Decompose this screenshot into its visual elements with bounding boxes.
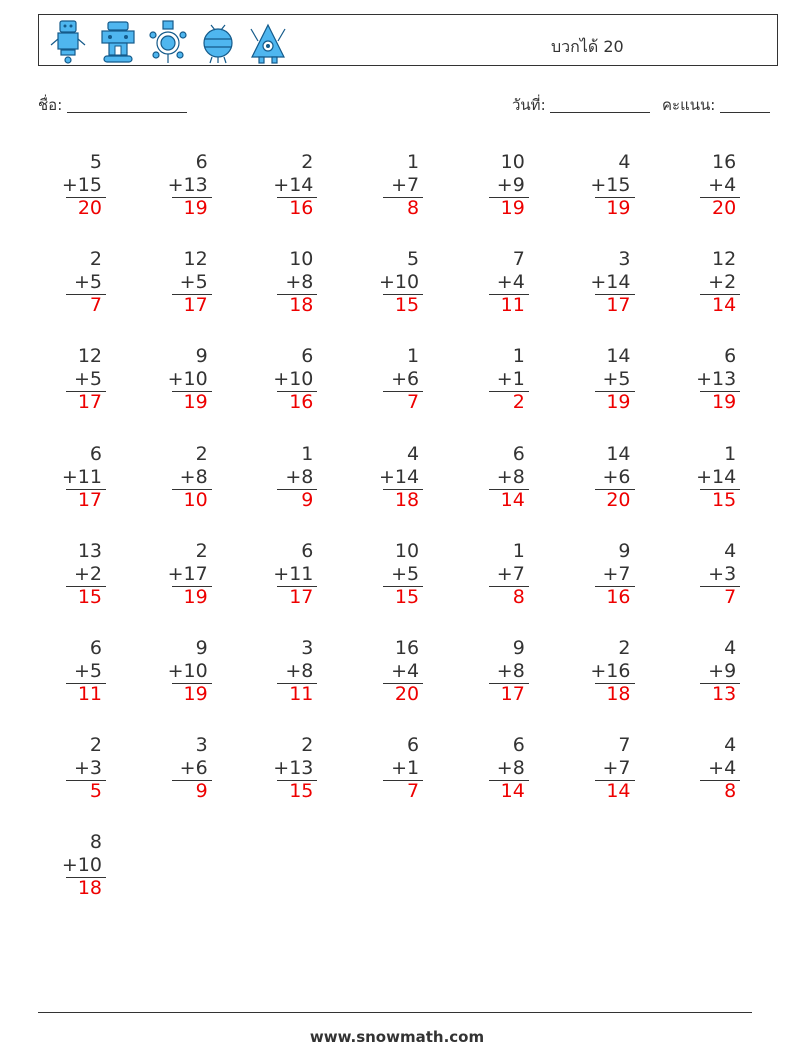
sum-line: [489, 683, 529, 684]
addition-problem: [156, 637, 228, 715]
sum-line: [277, 391, 317, 392]
addend-bottom: +14: [378, 465, 420, 488]
addend-bottom: +5: [73, 660, 102, 682]
addition-problem: [684, 248, 756, 326]
answer: 7: [407, 780, 420, 803]
answer: 15: [712, 488, 737, 511]
addition-problem: [261, 248, 333, 326]
addition-problem: [367, 734, 439, 812]
addition-problem: [156, 540, 228, 618]
addend-top: 3: [301, 637, 314, 659]
addition-problem: [579, 443, 651, 521]
addend-top: 6: [512, 734, 525, 757]
addend-bottom: +11: [273, 562, 314, 585]
answer: 7: [89, 294, 102, 317]
addend-bottom: +6: [391, 368, 420, 391]
sum-line: [172, 780, 212, 781]
addend-top: 1: [512, 539, 525, 562]
addend-top: 5: [89, 151, 102, 173]
answer: 8: [512, 585, 525, 608]
answer: 16: [289, 391, 314, 414]
addend-top: 9: [195, 345, 208, 368]
answer: 18: [289, 294, 314, 317]
sum-line: [172, 294, 212, 295]
addend-top: 14: [606, 345, 631, 368]
addend-bottom: +14: [590, 271, 631, 294]
addend-top: 6: [301, 345, 314, 368]
addition-problem: [367, 540, 439, 618]
answer: 17: [289, 585, 314, 608]
addend-bottom: +2: [73, 562, 102, 585]
addition-problem: [156, 151, 228, 229]
sum-line: [277, 489, 317, 490]
addition-problem: [50, 443, 122, 521]
sum-line: [277, 780, 317, 781]
addition-problem: [684, 151, 756, 229]
addend-top: 7: [512, 248, 525, 271]
addend-top: 4: [724, 539, 737, 562]
footer-divider: [38, 1012, 752, 1013]
addend-top: 10: [500, 151, 525, 173]
addend-top: 7: [618, 734, 631, 757]
addition-problem: [367, 151, 439, 229]
addend-top: 2: [89, 248, 102, 271]
addend-top: 4: [407, 442, 420, 465]
sum-line: [66, 294, 106, 295]
sum-line: [383, 586, 423, 587]
addition-problem: [579, 637, 651, 715]
addend-top: 3: [618, 248, 631, 271]
answer: 17: [77, 391, 102, 414]
sum-line: [489, 391, 529, 392]
addend-top: 1: [301, 442, 314, 465]
sum-line: [66, 877, 106, 878]
addition-problem: [261, 151, 333, 229]
addition-problem: [50, 151, 122, 229]
addend-top: 2: [195, 442, 208, 465]
addend-bottom: +17: [167, 562, 208, 585]
addition-problem: [579, 540, 651, 618]
addend-bottom: +8: [179, 465, 208, 488]
answer: 18: [394, 488, 420, 511]
sum-line: [700, 683, 740, 684]
addition-problem: [261, 540, 333, 618]
addend-top: 1: [512, 345, 525, 368]
addition-problem: [473, 151, 545, 229]
addend-bottom: +3: [73, 757, 102, 780]
addend-top: 13: [77, 539, 102, 562]
answer: 2: [512, 391, 525, 414]
sum-line: [700, 780, 740, 781]
addend-top: 12: [712, 248, 737, 271]
answer: 14: [500, 488, 525, 511]
sum-line: [700, 489, 740, 490]
addend-bottom: +4: [708, 174, 737, 196]
answer: 8: [724, 780, 737, 803]
addend-top: 6: [512, 442, 525, 465]
sum-line: [595, 391, 635, 392]
addend-top: 1: [407, 345, 420, 368]
addend-top: 1: [724, 442, 737, 465]
sum-line: [172, 391, 212, 392]
sum-line: [383, 683, 423, 684]
addend-bottom: +4: [708, 757, 737, 780]
date-label: วันที่:: [512, 96, 546, 114]
addend-bottom: +13: [696, 368, 737, 391]
addend-bottom: +4: [496, 271, 525, 294]
date-blank[interactable]: [550, 112, 650, 113]
addend-bottom: +5: [73, 271, 102, 294]
answer: 17: [77, 488, 102, 511]
answer: 20: [712, 197, 737, 219]
addend-top: 4: [724, 637, 737, 659]
worksheet-header: [38, 14, 778, 66]
answer: 7: [407, 391, 420, 414]
answer: 19: [606, 197, 631, 219]
sum-line: [489, 197, 529, 198]
addend-top: 4: [724, 734, 737, 757]
answer: 15: [394, 294, 420, 317]
sum-line: [489, 780, 529, 781]
addend-bottom: +10: [167, 368, 208, 391]
addend-bottom: +5: [179, 271, 208, 294]
robot-2-icon: [97, 19, 139, 65]
addition-problem: [367, 443, 439, 521]
answer: 16: [289, 197, 314, 219]
worksheet-title: บวกได้ 20: [551, 37, 624, 56]
addend-top: 8: [89, 831, 102, 854]
sum-line: [172, 586, 212, 587]
sum-line: [489, 294, 529, 295]
addend-top: 9: [618, 539, 631, 562]
addend-top: 4: [618, 151, 631, 173]
sum-line: [66, 197, 106, 198]
sum-line: [172, 489, 212, 490]
addition-problem: [579, 248, 651, 326]
addend-top: 10: [394, 539, 420, 562]
sum-line: [66, 780, 106, 781]
answer: 17: [606, 294, 631, 317]
answer: 11: [500, 294, 525, 317]
answer: 20: [606, 488, 631, 511]
answer: 11: [77, 683, 102, 705]
addition-problem: [50, 734, 122, 812]
addend-bottom: +9: [496, 174, 525, 196]
answer: 16: [606, 585, 631, 608]
addition-problem: [50, 637, 122, 715]
addend-bottom: +8: [496, 465, 525, 488]
answer: 8: [407, 197, 420, 219]
addend-bottom: +10: [167, 660, 208, 682]
sum-line: [383, 780, 423, 781]
addition-problem: [473, 345, 545, 423]
addend-top: 3: [195, 734, 208, 757]
answer: 19: [606, 391, 631, 414]
sum-line: [66, 683, 106, 684]
score-field: [662, 93, 770, 117]
sum-line: [383, 489, 423, 490]
sum-line: [489, 489, 529, 490]
answer: 14: [500, 780, 525, 803]
sum-line: [66, 391, 106, 392]
addend-bottom: +9: [708, 660, 737, 682]
addition-problem: [473, 637, 545, 715]
answer: 11: [289, 683, 314, 705]
answer: 13: [712, 683, 737, 705]
sum-line: [595, 197, 635, 198]
date-field: [512, 93, 650, 117]
addend-top: 6: [724, 345, 737, 368]
sum-line: [66, 586, 106, 587]
addend-top: 6: [89, 442, 102, 465]
addition-problem: [156, 248, 228, 326]
addition-problem: [156, 443, 228, 521]
addend-bottom: +7: [391, 174, 420, 196]
sum-line: [700, 391, 740, 392]
addend-bottom: +6: [602, 465, 631, 488]
addend-bottom: +1: [391, 757, 420, 780]
robot-4-icon: [197, 19, 239, 65]
name-blank[interactable]: [67, 112, 187, 113]
answer: 17: [500, 683, 525, 705]
addend-bottom: +5: [391, 562, 420, 585]
addend-bottom: +5: [602, 368, 631, 391]
addend-bottom: +15: [590, 174, 631, 196]
addition-problem: [50, 248, 122, 326]
footer-site: www.snowmath.com: [309, 1028, 485, 1046]
addition-problem: [261, 734, 333, 812]
addend-bottom: +10: [273, 368, 314, 391]
addend-top: 6: [301, 539, 314, 562]
answer: 19: [183, 391, 208, 414]
name-label: ชื่อ:: [38, 96, 63, 114]
sum-line: [277, 683, 317, 684]
addition-problem: [367, 345, 439, 423]
addend-bottom: +16: [590, 660, 631, 682]
addition-problem: [684, 637, 756, 715]
addend-bottom: +10: [61, 854, 102, 877]
addend-bottom: +2: [708, 271, 737, 294]
answer: 19: [183, 197, 208, 219]
answer: 17: [183, 294, 208, 317]
sum-line: [277, 197, 317, 198]
addend-bottom: +8: [285, 271, 314, 294]
answer: 14: [606, 780, 631, 803]
answer: 19: [183, 683, 208, 705]
score-label: คะแนน:: [662, 96, 716, 114]
addend-bottom: +1: [496, 368, 525, 391]
answer: 15: [394, 585, 420, 608]
answer: 19: [500, 197, 525, 219]
addition-problem: [261, 637, 333, 715]
addend-bottom: +8: [496, 660, 525, 682]
robot-1-icon: [47, 19, 89, 65]
addition-problem: [50, 345, 122, 423]
addend-bottom: +13: [167, 174, 208, 196]
addend-bottom: +6: [179, 757, 208, 780]
addend-top: 5: [407, 248, 420, 271]
addition-problem: [50, 540, 122, 618]
addend-top: 9: [195, 637, 208, 659]
addend-bottom: +14: [273, 174, 314, 196]
addend-bottom: +4: [391, 660, 420, 682]
sum-line: [172, 197, 212, 198]
addend-bottom: +8: [285, 660, 314, 682]
sum-line: [595, 683, 635, 684]
answer: 18: [606, 683, 631, 705]
answer: 9: [195, 780, 208, 803]
sum-line: [383, 294, 423, 295]
sum-line: [595, 294, 635, 295]
addition-problem: [579, 345, 651, 423]
sum-line: [277, 586, 317, 587]
addition-problem: [473, 248, 545, 326]
addition-problem: [156, 345, 228, 423]
addition-problem: [473, 734, 545, 812]
answer: 20: [77, 197, 102, 219]
sum-line: [595, 586, 635, 587]
addend-top: 16: [712, 151, 737, 173]
answer: 19: [183, 585, 208, 608]
sum-line: [277, 294, 317, 295]
robot-5-icon: [247, 19, 289, 65]
addition-problem: [684, 443, 756, 521]
addend-bottom: +3: [708, 562, 737, 585]
answer: 14: [712, 294, 737, 317]
sum-line: [383, 391, 423, 392]
addend-bottom: +7: [602, 562, 631, 585]
addend-bottom: +5: [73, 368, 102, 391]
addend-top: 6: [195, 151, 208, 173]
answer: 18: [77, 877, 102, 900]
addend-top: 16: [394, 637, 420, 659]
addition-problem: [684, 540, 756, 618]
answer: 7: [724, 585, 737, 608]
addition-problem: [684, 734, 756, 812]
addition-problem: [156, 734, 228, 812]
addend-top: 2: [89, 734, 102, 757]
sum-line: [700, 197, 740, 198]
sum-line: [489, 586, 529, 587]
addition-problem: [579, 734, 651, 812]
sum-line: [383, 197, 423, 198]
addition-problem: [473, 540, 545, 618]
addition-problem: [684, 345, 756, 423]
answer: 10: [183, 488, 208, 511]
answer: 15: [77, 585, 102, 608]
addend-top: 1: [407, 151, 420, 173]
addend-bottom: +8: [285, 465, 314, 488]
addend-top: 9: [512, 637, 525, 659]
sum-line: [700, 586, 740, 587]
addend-top: 6: [407, 734, 420, 757]
addend-bottom: +13: [273, 757, 314, 780]
addend-top: 10: [289, 248, 314, 271]
addition-problem: [261, 345, 333, 423]
sum-line: [595, 489, 635, 490]
addend-top: 2: [618, 637, 631, 659]
addition-problem: [261, 443, 333, 521]
addition-problem: [473, 443, 545, 521]
addend-bottom: +14: [696, 465, 737, 488]
addend-bottom: +10: [378, 271, 420, 294]
addend-bottom: +7: [496, 562, 525, 585]
addend-top: 12: [77, 345, 102, 368]
addend-bottom: +11: [61, 465, 102, 488]
sum-line: [595, 780, 635, 781]
score-blank[interactable]: [720, 112, 770, 113]
sum-line: [172, 683, 212, 684]
addition-problem: [50, 831, 122, 909]
addend-top: 6: [89, 637, 102, 659]
sum-line: [700, 294, 740, 295]
addition-problem: [367, 637, 439, 715]
answer: 19: [712, 391, 737, 414]
addend-bottom: +8: [496, 757, 525, 780]
answer: 5: [89, 780, 102, 803]
answer: 20: [394, 683, 420, 705]
name-field: [38, 93, 187, 117]
addend-top: 12: [183, 248, 208, 271]
addend-bottom: +15: [61, 174, 102, 196]
addend-top: 2: [195, 539, 208, 562]
addition-problem: [367, 248, 439, 326]
answer: 9: [301, 488, 314, 511]
addend-bottom: +7: [602, 757, 631, 780]
addend-top: 2: [301, 151, 314, 173]
sum-line: [66, 489, 106, 490]
robot-icons: [47, 19, 289, 65]
answer: 15: [289, 780, 314, 803]
addend-top: 14: [606, 442, 631, 465]
addition-problem: [579, 151, 651, 229]
robot-3-icon: [147, 19, 189, 65]
addend-top: 2: [301, 734, 314, 757]
